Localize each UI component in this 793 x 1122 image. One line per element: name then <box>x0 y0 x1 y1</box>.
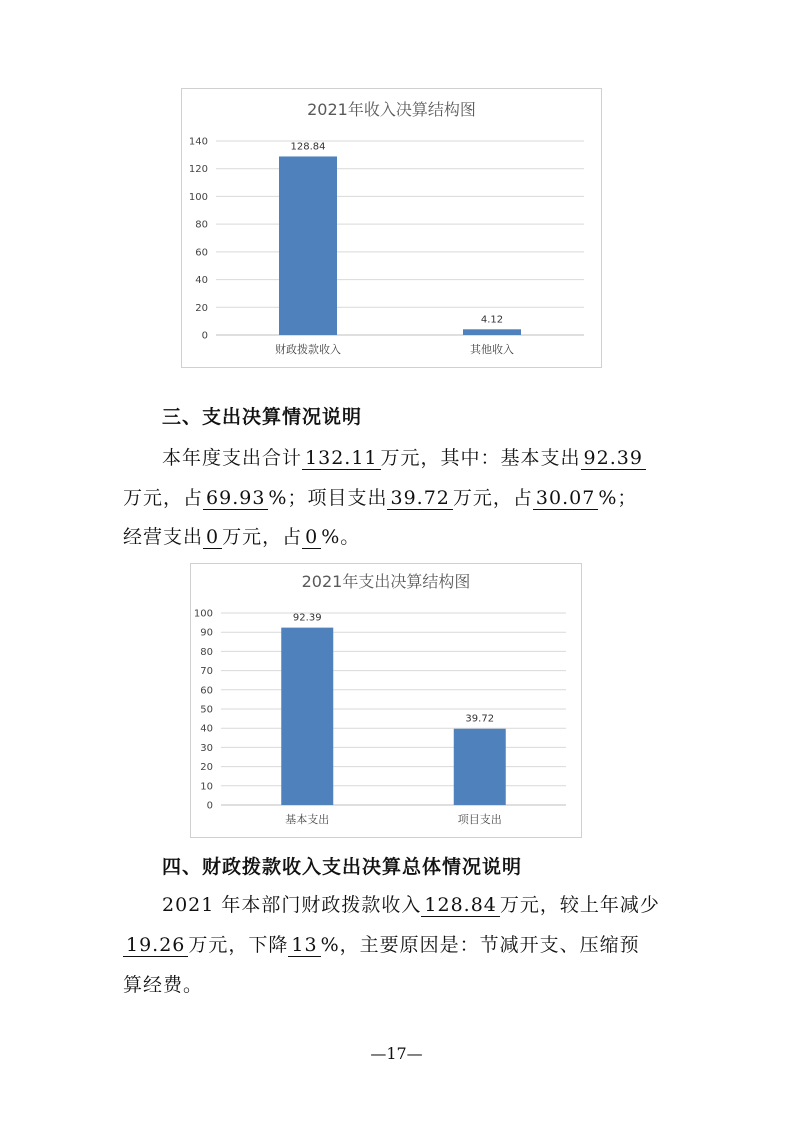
y-tick-label: 100 <box>193 608 213 620</box>
y-tick-label: 10 <box>200 781 213 793</box>
data-label: 4.12 <box>480 314 504 326</box>
operating-expenditure-pct: 0 <box>302 528 321 549</box>
section4-line1 <box>162 890 660 917</box>
section3-line2-text-b: %；项目支出 <box>268 487 388 509</box>
y-tick-label: 140 <box>188 136 208 148</box>
y-tick-label: 30 <box>200 742 213 754</box>
y-tick-label: 0 <box>206 800 213 812</box>
y-tick-label: 70 <box>200 666 213 678</box>
y-tick-label: 20 <box>195 302 208 314</box>
y-tick-label: 60 <box>195 247 208 259</box>
section4-line3-text: 算经费。 <box>123 974 204 996</box>
section4-line2-text-b: %，主要原因是：节减开支、压缩预 <box>320 934 640 956</box>
category-label: 财政拨款收入 <box>275 343 341 356</box>
y-tick-label: 40 <box>200 723 213 735</box>
y-tick-label: 120 <box>188 164 208 176</box>
data-label: 92.39 <box>292 612 322 624</box>
section4-line1-text-b: 万元，较上年减少 <box>499 894 660 916</box>
y-tick-label: 0 <box>201 330 208 342</box>
y-tick-label: 90 <box>200 627 213 639</box>
decrease-pct: 13 <box>288 936 320 957</box>
section4-line2 <box>123 930 640 957</box>
category-label: 项目支出 <box>457 813 502 826</box>
section3-line2-text-d: %； <box>598 487 638 509</box>
project-expenditure-pct: 30.07 <box>533 489 598 510</box>
category-label: 基本支出 <box>285 813 330 826</box>
basic-expenditure-pct: 69.93 <box>203 489 268 510</box>
category-label: 其他收入 <box>470 343 514 356</box>
section4-heading: 四、财政拨款收入支出决算总体情况说明 <box>162 856 523 878</box>
section3-line2 <box>123 483 637 510</box>
income-chart-svg <box>182 89 601 367</box>
y-tick-label: 100 <box>188 191 208 203</box>
y-tick-label: 80 <box>195 219 208 231</box>
bar-2 <box>454 729 506 805</box>
section3-line3-text-c: %。 <box>321 526 361 548</box>
section4-line3 <box>123 970 203 997</box>
y-tick-label: 80 <box>200 646 213 658</box>
section4-line2-text-a: 万元，下降 <box>188 934 289 956</box>
fiscal-income-value: 128.84 <box>421 896 499 917</box>
section3-line3-text-b: 万元，占 <box>222 526 303 548</box>
bar-2 <box>463 329 521 335</box>
income-chart <box>181 88 602 368</box>
expenditure-chart-svg <box>191 564 581 837</box>
expenditure-chart-title: 2021年支出决算结构图 <box>301 572 471 591</box>
operating-expenditure-value: 0 <box>203 528 222 549</box>
page-number: —17— <box>370 1044 423 1063</box>
section4-line1-text-a: 2021 年本部门财政拨款收入 <box>162 894 422 916</box>
section3-line2-text-c: 万元，占 <box>452 487 533 509</box>
basic-expenditure-value: 92.39 <box>581 449 646 470</box>
section3-line1-text-a: 本年度支出合计 <box>162 447 303 469</box>
section3-line1 <box>162 443 646 470</box>
y-tick-label: 40 <box>195 275 208 287</box>
section3-line2-text-a: 万元，占 <box>123 487 204 509</box>
section3-line1-text-b: 万元，其中：基本支出 <box>380 447 581 469</box>
income-chart-title: 2021年收入决算结构图 <box>307 100 476 119</box>
total-expenditure-value: 132.11 <box>302 449 380 470</box>
y-tick-label: 60 <box>200 685 213 697</box>
bar-1 <box>281 628 333 805</box>
section3-line3 <box>123 522 360 549</box>
data-label: 128.84 <box>290 141 326 153</box>
section3-line3-text-a: 经营支出 <box>123 526 204 548</box>
expenditure-chart <box>190 563 582 838</box>
data-label: 39.72 <box>465 713 495 725</box>
project-expenditure-value: 39.72 <box>387 489 452 510</box>
bar-1 <box>279 156 337 335</box>
decrease-value: 19.26 <box>123 936 188 957</box>
section3-heading: 三、支出决算情况说明 <box>162 406 363 428</box>
y-tick-label: 50 <box>200 704 213 716</box>
y-tick-label: 20 <box>200 762 213 774</box>
